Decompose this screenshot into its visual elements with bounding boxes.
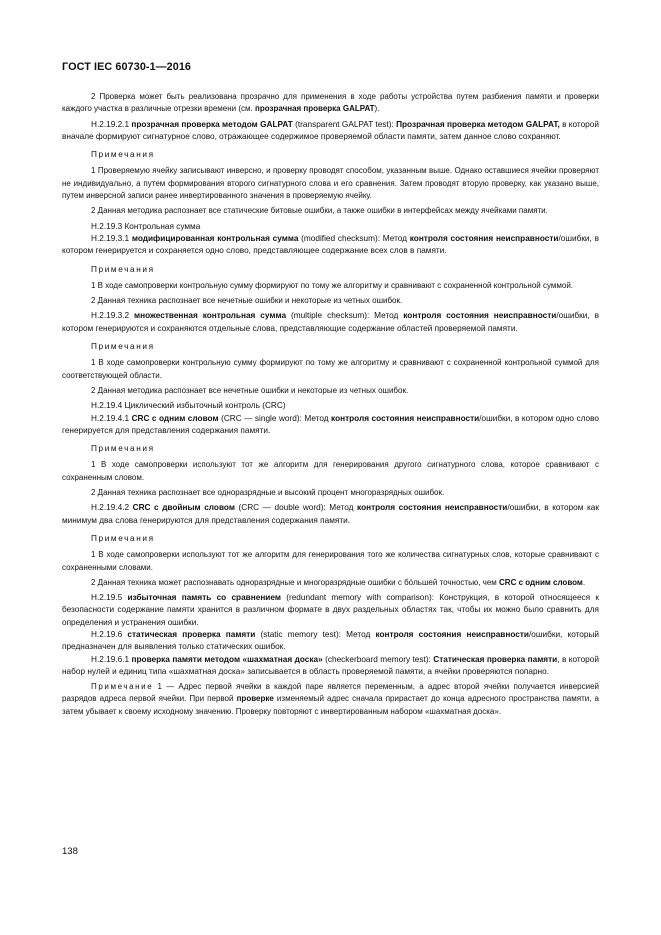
paragraph <box>62 654 599 679</box>
paragraph <box>62 577 599 589</box>
text-run: Примечания <box>91 444 155 454</box>
text-run: 2 Проверка может быть реализована прозрачно для применения в ходе работы устройства путем разбиения памяти и проверки каждого участка в различные отрезки времени (см. <box>62 92 599 114</box>
paragraph <box>62 592 599 629</box>
paragraph <box>62 549 599 574</box>
notes-heading <box>62 533 599 545</box>
text-run: изменяемый адрес сначала прирастает до конца адресного пространства памяти, а затем убывает к своему исходному значению. Проверку повторяют с инвертированным набором «шахматная доска». <box>62 694 600 716</box>
bold-term: контроля состояния неисправности <box>403 311 557 321</box>
bold-term: CRC с двойным словом <box>132 503 235 513</box>
text-run: . <box>582 577 586 587</box>
text-run: Н.2.19.5 <box>91 593 128 603</box>
text-run: Н.2.19.2.1 <box>91 119 132 129</box>
paragraph <box>62 400 599 412</box>
bold-term: контроля состояния неисправности <box>409 233 559 243</box>
paragraph <box>62 119 599 144</box>
text-run: /ошибки, в котором генерируются и сохраняются отдельные слова, представляющие содержание областей проверяемой памяти. <box>62 311 599 333</box>
text-run: Н.2.19.4 Циклический избыточный контроль (CRC) <box>91 401 286 411</box>
paragraph <box>62 205 599 217</box>
paragraph <box>62 487 599 499</box>
bold-term: проверке <box>236 694 274 704</box>
notes-heading <box>62 264 599 276</box>
paragraph <box>62 413 599 438</box>
text-run: 1 В ходе самопроверки используют тот же алгоритм для генерирования другого сигнатурного слова, которое сравнивают с сохраненным словом. <box>62 460 599 482</box>
paragraph <box>62 681 599 718</box>
paragraph <box>62 280 599 292</box>
text-run: Н.2.19.4.1 <box>91 413 132 423</box>
bold-term: Статическая проверка памяти <box>433 654 558 664</box>
text-run: Н.2.19.6.1 <box>91 654 132 664</box>
paragraph <box>62 221 599 233</box>
text-run: Примечания <box>91 342 155 352</box>
bold-term: контроля состояния неисправности <box>331 413 480 423</box>
bold-term: прозрачная проверка методом GALPAT <box>131 119 293 129</box>
text-run: (static memory test): Метод <box>255 629 376 639</box>
standard-title: ГОСТ IEC 60730-1—2016 <box>62 61 192 73</box>
paragraph <box>62 385 599 397</box>
bold-term: множественная контрольная сумма <box>134 311 287 321</box>
text-run: /ошибки, в котором генерируется и сохраняется одно слово, представляющее содержание всех слов в памяти. <box>62 233 599 256</box>
text-run: (CRC — double word): Метод <box>234 503 358 513</box>
text-run: 1 В ходе самопроверки контрольную сумму формируют по тому же алгоритму и сравнивают с сохраненной контрольной суммой для соответствующей области. <box>62 358 599 380</box>
bold-term: Прозрачная проверка методом GALPAT, <box>396 119 560 129</box>
notes-heading <box>62 443 599 455</box>
paragraph <box>62 295 599 307</box>
paragraph <box>62 91 599 116</box>
bold-term: контроля состояния неисправности <box>357 503 508 513</box>
bold-term: избыточная память со сравнением <box>127 593 281 603</box>
document-body <box>62 91 599 718</box>
bold-term: контроля состояния неисправности <box>375 629 529 639</box>
bold-term: модифицированная контрольная сумма <box>131 233 299 243</box>
text-run: /ошибки, в котором как минимум два слова генерируются для представления содержания памяти. <box>62 503 599 525</box>
text-run: 2 Данная методика распознает все нечетные ошибки и некоторые из четных ошибок. <box>91 385 409 395</box>
bold-term: CRC с одним словом <box>499 577 583 587</box>
text-run: в которой вначале формируют сигнатурное слово, отражающее содержимое проверяемой области памяти, затем данное слово сохраняют. <box>62 119 599 141</box>
text-run: Н.2.19.3.1 <box>91 233 132 243</box>
text-run: 2 Данная техника распознает все одноразрядные и высокий процент многоразрядных ошибок. <box>91 488 445 498</box>
text-run: 2 Данная техника может распознавать одноразрядные и многоразрядные ошибки с бóльшей точностью, чем <box>91 577 500 587</box>
notes-heading <box>62 149 599 161</box>
text-run: Примечания <box>91 264 155 274</box>
paragraph <box>62 357 599 382</box>
paragraph <box>62 629 599 654</box>
paragraph <box>62 459 599 484</box>
paragraph <box>62 502 599 527</box>
text-run: 2 Данная методика распознает все статические битовые ошибки, а также ошибки в интерфейсах между ячейками памяти. <box>91 206 548 216</box>
text-run: Примечания <box>91 150 155 160</box>
paragraph <box>62 310 599 335</box>
text-run: (CRC — single word): Метод <box>218 413 332 423</box>
bold-term: CRC с одним словом <box>131 413 219 423</box>
text-run: ). <box>374 104 380 114</box>
text-run: (transparent GALPAT test): <box>292 119 397 129</box>
notes-heading <box>62 341 599 353</box>
text-run: Н.2.19.4.2 <box>91 503 133 513</box>
paragraph <box>62 233 599 258</box>
text-run: (multiple checksum): Метод <box>286 311 404 321</box>
text-run: Примечания <box>91 533 155 543</box>
text-run: 1 В ходе самопроверки используют тот же алгоритм для генерирования того же количества сигнатурных слов, которые сравнивают с сохраненными словами. <box>62 550 599 572</box>
text-run: Н.2.19.6 <box>91 629 128 639</box>
text-run: /ошибки, в котором одно слово генерируется для представления содержания памяти. <box>62 413 599 435</box>
bold-term: статическая проверка памяти <box>127 629 256 639</box>
text-run: (checkerboard memory test): <box>322 654 434 664</box>
page-number: 138 <box>62 846 78 857</box>
text-run: 2 Данная техника распознает все нечетные ошибки и некоторые из четных ошибок. <box>91 296 403 306</box>
text-run: Н.2.19.3.2 <box>91 311 134 321</box>
paragraph <box>62 165 599 202</box>
text-run: (redundant memory with comparison): Конструкция, в которой относящееся к безопасности содержание памяти хранится в различном формате в двух раздельных областях так, чтобы их можно было сравнить для определения и устранения ошибки. <box>62 593 599 627</box>
text-run: 1 В ходе самопроверки контрольную сумму формируют по тому же алгоритму и сравнивают с сохраненной контрольной суммой. <box>91 280 574 290</box>
text-run: (modified checksum): Метод <box>298 233 410 243</box>
text-run: /ошибки, который предназначен для выявления только статических ошибок. <box>62 629 600 652</box>
text-run: , в которой набор нулей и единиц типа «шахматная доска» записывается в область проверяемой памяти, а ячейки проверяются попарно. <box>62 654 599 676</box>
text-run: 1 — Адрес первой ячейки в каждой паре является переменным, а адрес второй ячейки получается инверсией разрядов адреса первой ячейки. При первой <box>62 682 599 704</box>
text-run: 1 Проверяемую ячейку записывают инверсно, и проверку проводят способом, указанным выше. Однако оставшиеся ячейки проверяют не индивидуально, а путем формирования второго сигнатурного слова и его сравнения. Затем проводят вторую проверку, как указано выше, путем инверсной записи ранее инвертированного значения в проверяемую ячейку. <box>62 166 599 201</box>
text-run: Н.2.19.3 Контрольная сумма <box>91 221 201 231</box>
bold-term: проверка памяти методом «шахматная доска» <box>131 654 323 664</box>
bold-term: прозрачная проверка GALPAT <box>254 104 375 114</box>
text-run: Примечание <box>91 682 154 692</box>
